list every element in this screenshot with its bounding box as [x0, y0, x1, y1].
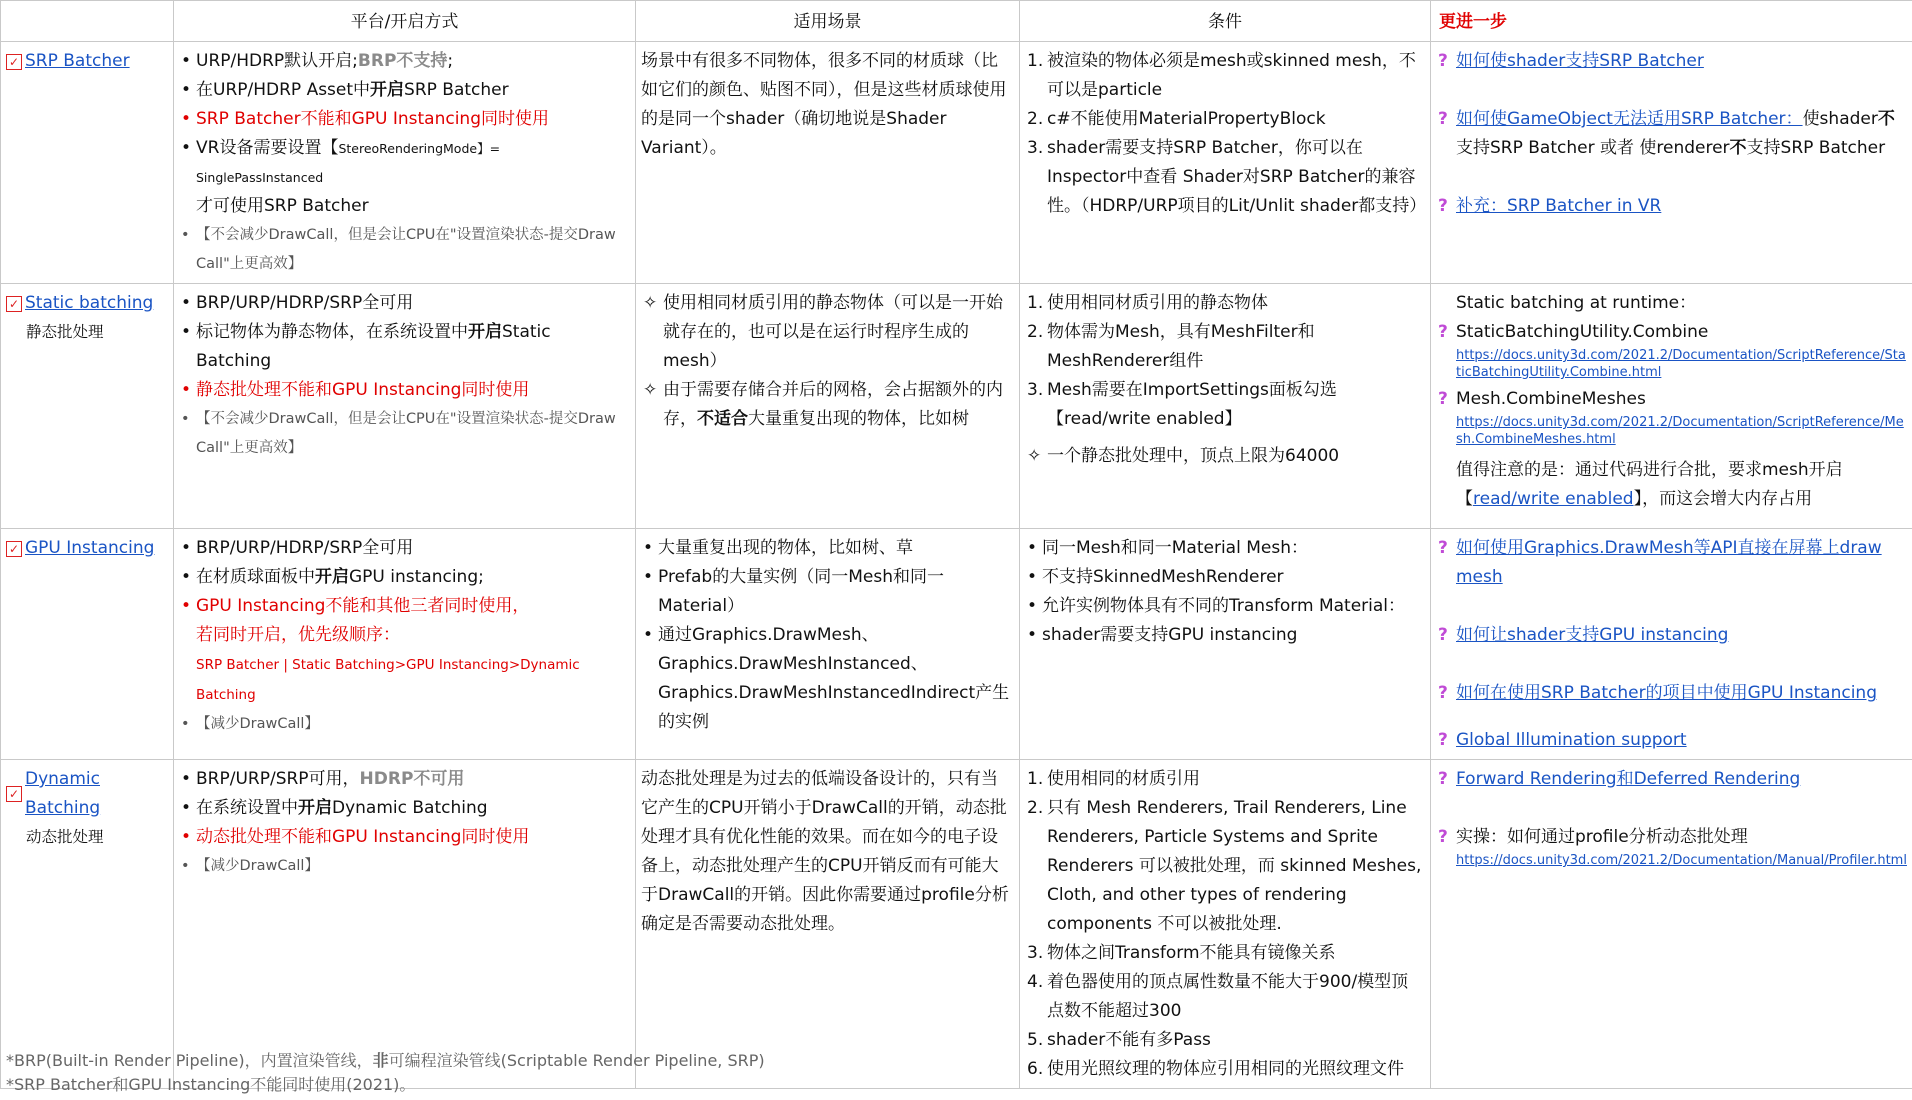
- bullet: • VR设备需要设置【StereoRenderingMode】= SinglePassInstanced 才可使用SRP Batcher: [179, 134, 630, 221]
- condition-item: 2. 只有 Mesh Renderers, Trail Renderers, Line Renderers, Particle Systems and Sprite Renderers 可以被批处理，而 skinned Meshes, Cloth, and other types of rendering components 不可以被批处理.: [1025, 794, 1425, 939]
- condition-item: • 允许实例物体具有不同的Transform Material：: [1025, 592, 1425, 621]
- further-text: 实操：如何通过profile分析动态批处理: [1456, 827, 1748, 847]
- bullet: • BRP/URP/HDRP/SRP全可用: [179, 289, 630, 318]
- platform-cell: [174, 42, 636, 284]
- technique-link[interactable]: GPU Instancing: [25, 538, 155, 558]
- further-link[interactable]: 如何使用Graphics.DrawMesh等API直接在屏幕上draw mesh: [1456, 538, 1882, 587]
- api-name: StaticBatchingUtility.Combine: [1456, 322, 1709, 342]
- platform-cell: [174, 529, 636, 760]
- condition-item: 1. 被渲染的物体必须是mesh或skinned mesh，不可以是particle: [1025, 47, 1425, 105]
- bullet-note: • 【减少DrawCall】: [179, 710, 630, 739]
- doc-url-link[interactable]: https://docs.unity3d.com/2021.2/Documentation/ScriptReference/Mesh.CombineMeshes.html: [1456, 415, 1904, 447]
- condition-item: 3. Mesh需要在ImportSettings面板勾选【read/write enabled】: [1025, 376, 1425, 434]
- scenario-item: ✧ 由于需要存储合并后的网格，会占据额外的内存，不适合大量重复出现的物体，比如树: [641, 376, 1014, 434]
- further-cell: ? 如何使shader支持SRP Batcher ? 如何使GameObject无法适用SRP Batcher：使shader不支持SRP Batcher 或者 使renderer不支持SRP Batcher ? 补充：SRP Batcher in VR: [1431, 42, 1912, 284]
- scenario-cell: 动态批处理是为过去的低端设备设计的，只有当它产生的CPU开销小于DrawCall的开销，动态批处理才具有优化性能的效果。而在如今的电子设备上，动态批处理产生的CPU开销反而有可能大于DrawCall的开销。因此你需要通过profile分析确定是否需要动态批处理。: [636, 760, 1020, 1089]
- bullet: • 在系统设置中开启Dynamic Batching: [179, 794, 630, 823]
- question-icon: ?: [1438, 196, 1448, 216]
- header-scenario: 适用场景: [636, 1, 1020, 42]
- technique-subtitle: 动态批处理: [26, 828, 104, 846]
- name-cell: [1, 529, 174, 760]
- row-gpu-instancing: [1, 529, 1912, 760]
- condition-item: 3. 物体之间Transform不能具有镜像关系: [1025, 939, 1425, 968]
- bullet-warning: • 动态批处理不能和GPU Instancing同时使用: [179, 823, 630, 852]
- further-link[interactable]: 如何使GameObject无法适用SRP Batcher：: [1456, 109, 1803, 129]
- scenario-item: • 通过Graphics.DrawMesh、Graphics.DrawMeshInstanced、Graphics.DrawMeshInstancedIndirect产生的实例: [641, 621, 1014, 737]
- further-link[interactable]: Forward Rendering和Deferred Rendering: [1456, 769, 1801, 789]
- row-srp-batcher: [1, 42, 1912, 284]
- further-link[interactable]: 如何在使用SRP Batcher的项目中使用GPU Instancing: [1456, 683, 1877, 703]
- header-conditions: 条件: [1020, 1, 1431, 42]
- checkbox-icon[interactable]: ✓: [6, 296, 22, 312]
- scenario-cell: [636, 284, 1020, 529]
- further-link[interactable]: 如何使shader支持SRP Batcher: [1456, 51, 1704, 71]
- technique-link[interactable]: Dynamic Batching: [25, 769, 101, 818]
- header-platform: 平台/开启方式: [174, 1, 636, 42]
- bullet-note: • 【不会减少DrawCall，但是会让CPU在"设置渲染状态-提交Draw Call"上更高效】: [179, 221, 630, 279]
- name-cell: [1, 760, 174, 1089]
- conditions-cell: [1020, 284, 1431, 529]
- bullet: • BRP/URP/HDRP/SRP全可用: [179, 534, 630, 563]
- scenario-item: ✧ 使用相同材质引用的静态物体（可以是一开始就存在的，也可以是在运行时程序生成的mesh）: [641, 289, 1014, 376]
- further-note: 值得注意的是：通过代码进行合批，要求mesh开启【read/write enabled】，而这会增大内存占用: [1456, 460, 1843, 509]
- bullet-warning: • 静态批处理不能和GPU Instancing同时使用: [179, 376, 630, 405]
- checkbox-icon[interactable]: ✓: [6, 54, 22, 70]
- name-cell: [1, 42, 174, 284]
- header-further: 更进一步: [1431, 1, 1912, 42]
- further-link[interactable]: Global Illumination support: [1456, 730, 1687, 750]
- conditions-cell: [1020, 42, 1431, 284]
- condition-item: 4. 着色器使用的顶点属性数量不能大于900/模型顶点数不能超过300: [1025, 968, 1425, 1026]
- further-link[interactable]: 如何让shader支持GPU instancing: [1456, 625, 1729, 645]
- question-icon: ?: [1438, 389, 1448, 409]
- question-icon: ?: [1438, 625, 1448, 645]
- question-icon: ?: [1438, 827, 1448, 847]
- bullet-note: • 【不会减少DrawCall，但是会让CPU在"设置渲染状态-提交Draw Call"上更高效】: [179, 405, 630, 463]
- bullet-warning: • SRP Batcher不能和GPU Instancing同时使用: [179, 105, 630, 134]
- bullet: • 标记物体为静态物体，在系统设置中开启Static Batching: [179, 318, 630, 376]
- condition-item: 2. 物体需为Mesh，具有MeshFilter和MeshRenderer组件: [1025, 318, 1425, 376]
- bullet: • URP/HDRP默认开启;BRP不支持;: [179, 47, 630, 76]
- question-icon: ?: [1438, 769, 1448, 789]
- bullet: • 在URP/HDRP Asset中开启SRP Batcher: [179, 76, 630, 105]
- bullet-warning: • GPU Instancing不能和其他三者同时使用， 若同时开启，优先级顺序： SRP Batcher | Static Batching>GPU Instancing>Dynamic Batching: [179, 592, 630, 710]
- further-cell: [1431, 529, 1912, 760]
- platform-cell: [174, 284, 636, 529]
- doc-url-link[interactable]: https://docs.unity3d.com/2021.2/Documentation/ScriptReference/StaticBatchingUtility.Combine.html: [1456, 348, 1906, 380]
- condition-item: 3. shader需要支持SRP Batcher，你可以在 Inspector中查看 Shader对SRP Batcher的兼容性。（HDRP/URP项目的Lit/Unlit shader都支持）: [1025, 134, 1425, 221]
- read-write-link[interactable]: read/write enabled: [1473, 489, 1634, 509]
- conditions-cell: [1020, 529, 1431, 760]
- technique-link[interactable]: SRP Batcher: [25, 51, 130, 71]
- technique-link[interactable]: Static batching: [25, 293, 154, 313]
- header-row: [1, 1, 1912, 42]
- further-link[interactable]: 补充：SRP Batcher in VR: [1456, 196, 1662, 216]
- platform-cell: [174, 760, 636, 1089]
- further-heading: Static batching at runtime：: [1456, 293, 1697, 313]
- question-icon: ?: [1438, 109, 1448, 129]
- condition-item: 1. 使用相同的材质引用: [1025, 765, 1425, 794]
- bullet-note: • 【减少DrawCall】: [179, 852, 630, 881]
- condition-item: 2. c#不能使用MaterialPropertyBlock: [1025, 105, 1425, 134]
- further-cell: [1431, 760, 1912, 1089]
- condition-item: 6. 使用光照纹理的物体应引用相同的光照纹理文件: [1025, 1055, 1425, 1084]
- scenario-cell: [636, 529, 1020, 760]
- checkbox-icon[interactable]: ✓: [6, 541, 22, 557]
- question-icon: ?: [1438, 730, 1448, 750]
- technique-subtitle: 静态批处理: [26, 323, 104, 341]
- question-icon: ?: [1438, 51, 1448, 71]
- condition-item: 1. 使用相同材质引用的静态物体: [1025, 289, 1425, 318]
- footnotes: [6, 1049, 765, 1097]
- row-dynamic-batching: [1, 760, 1912, 1089]
- footnote: *BRP(Built-in Render Pipeline)，内置渲染管线，非可编程渲染管线(Scriptable Render Pipeline, SRP): [6, 1051, 765, 1070]
- condition-note: ✧ 一个静态批处理中，顶点上限为64000: [1025, 442, 1425, 471]
- header-blank: [1, 1, 174, 42]
- bullet: • BRP/URP/SRP可用，HDRP不可用: [179, 765, 630, 794]
- api-name: Mesh.CombineMeshes: [1456, 389, 1646, 409]
- checkbox-icon[interactable]: ✓: [6, 786, 22, 802]
- question-icon: ?: [1438, 322, 1448, 342]
- scenario-item: • Prefab的大量实例（同一Mesh和同一Material）: [641, 563, 1014, 621]
- condition-item: 5. shader不能有多Pass: [1025, 1026, 1425, 1055]
- scenario-cell: 场景中有很多不同物体，很多不同的材质球（比如它们的颜色、贴图不同），但是这些材质球使用的是同一个shader（确切地说是Shader Variant）。: [636, 42, 1020, 284]
- condition-item: • 同一Mesh和同一Material Mesh：: [1025, 534, 1425, 563]
- condition-item: • shader需要支持GPU instancing: [1025, 621, 1425, 650]
- conditions-cell: [1020, 760, 1431, 1089]
- condition-item: • 不支持SkinnedMeshRenderer: [1025, 563, 1425, 592]
- name-cell: [1, 284, 174, 529]
- doc-url-link[interactable]: https://docs.unity3d.com/2021.2/Documentation/Manual/Profiler.html: [1456, 853, 1907, 868]
- footnote: *SRP Batcher和GPU Instancing不能同时使用(2021)。: [6, 1075, 416, 1094]
- question-icon: ?: [1438, 538, 1448, 558]
- bullet: • 在材质球面板中开启GPU instancing;: [179, 563, 630, 592]
- row-static-batching: [1, 284, 1912, 529]
- further-cell: [1431, 284, 1912, 529]
- scenario-item: • 大量重复出现的物体，比如树、草: [641, 534, 1014, 563]
- question-icon: ?: [1438, 683, 1448, 703]
